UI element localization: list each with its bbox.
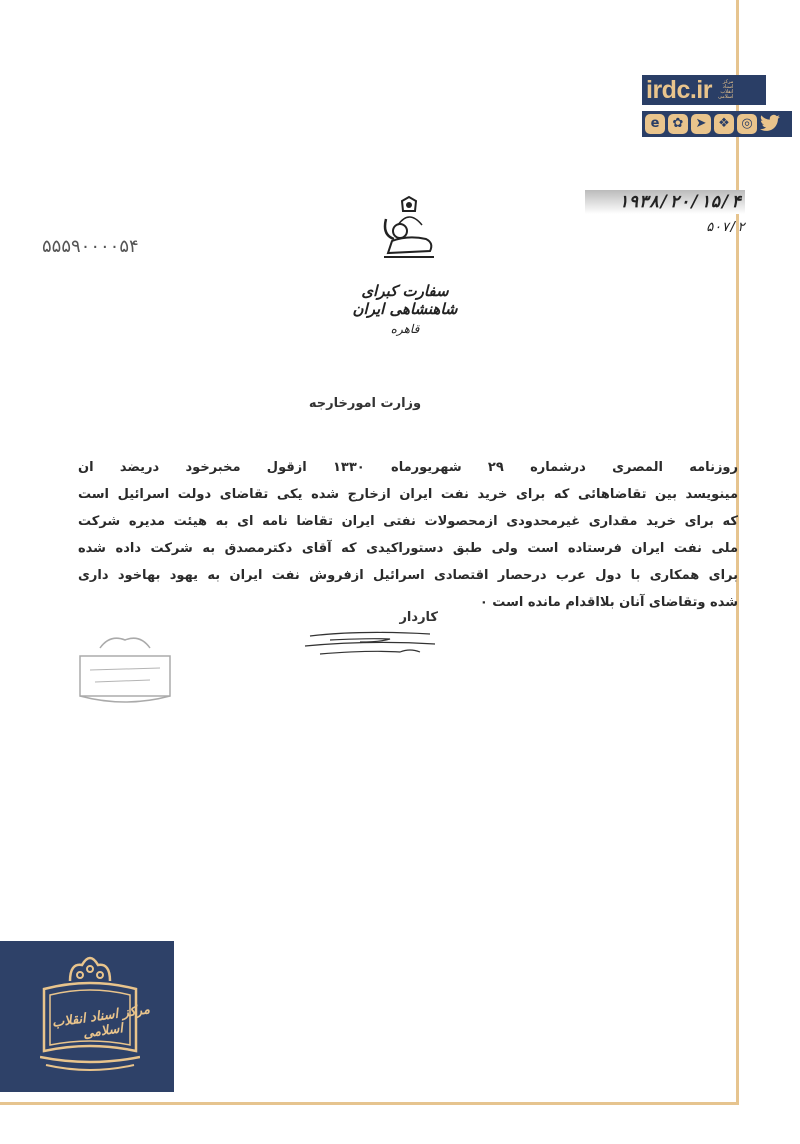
instagram-icon[interactable]: ◎: [737, 114, 757, 134]
soroush-icon[interactable]: ❖: [714, 114, 734, 134]
body-line: برای همکاری با دول عرب درحصار اقتصادی اسرائیل ازفروش نفت ایران به یهود بهاخود داری: [78, 568, 738, 583]
twitter-icon[interactable]: [760, 114, 780, 134]
footer-logo-text: مرکز اسناد انقلاب اسلامی: [51, 1002, 151, 1042]
signoff-title: کاردار: [399, 610, 438, 625]
signature-icon: [300, 628, 440, 658]
social-icons-bar: [642, 111, 792, 137]
eitaa-icon[interactable]: e: [645, 114, 665, 134]
reference-number: ۵۰۷/۲: [705, 220, 745, 235]
body-line: مینویسد بین تقاضاهائی که برای خرید نفت ایران ازخارج شده یکی تقاضای دولت اسرائیل است: [78, 487, 738, 502]
telegram-icon[interactable]: ➤: [691, 114, 711, 134]
letter-body: [78, 454, 738, 616]
document-date-stamp: [585, 190, 745, 235]
lion-and-sun-emblem-icon: [378, 195, 440, 265]
irdc-domain[interactable]: irdc.ir: [646, 76, 712, 104]
document-code: ۵۵۵۹۰۰۰۰۵۴: [42, 236, 139, 257]
date-stamp: ۱۹۳۸/۲۰/۱۵/۴: [585, 190, 745, 214]
irdc-domain-banner[interactable]: [642, 75, 766, 105]
irdc-footer-logo: [0, 941, 174, 1092]
embassy-city: قاهره: [390, 322, 420, 336]
irdc-mini-title: مرکز اسناد انقلاب اسلامی: [717, 79, 734, 100]
body-line: ملی نفت ایران فرستاده است ولی طبق دستوراکیدی که آقای دکترمصدق به شرکت داده شده: [78, 541, 738, 556]
irdc-header-logo: [642, 75, 792, 137]
aparat-icon[interactable]: ✿: [668, 114, 688, 134]
embassy-name: سفارت کبرای شاهنشاهی ایران: [352, 282, 458, 318]
body-line: شده وتقاضای آنان بلااقدام مانده است ۰: [479, 595, 738, 610]
archive-stamp-icon: [70, 630, 180, 710]
recipient: وزارت امورخارجه: [308, 396, 422, 411]
frame-horizontal-line: [0, 1102, 739, 1105]
embassy-letterhead: [330, 282, 480, 336]
body-line: روزنامه المصری درشماره ۲۹ شهریورماه ۱۳۳۰ ازقول مخبرخود دریضد ان: [78, 460, 738, 475]
body-line: که برای خرید مقداری غیرمحدودی ازمحصولات نفتی ایران تقاضا نامه ای به هیئت مدیره شرکت: [78, 514, 738, 529]
